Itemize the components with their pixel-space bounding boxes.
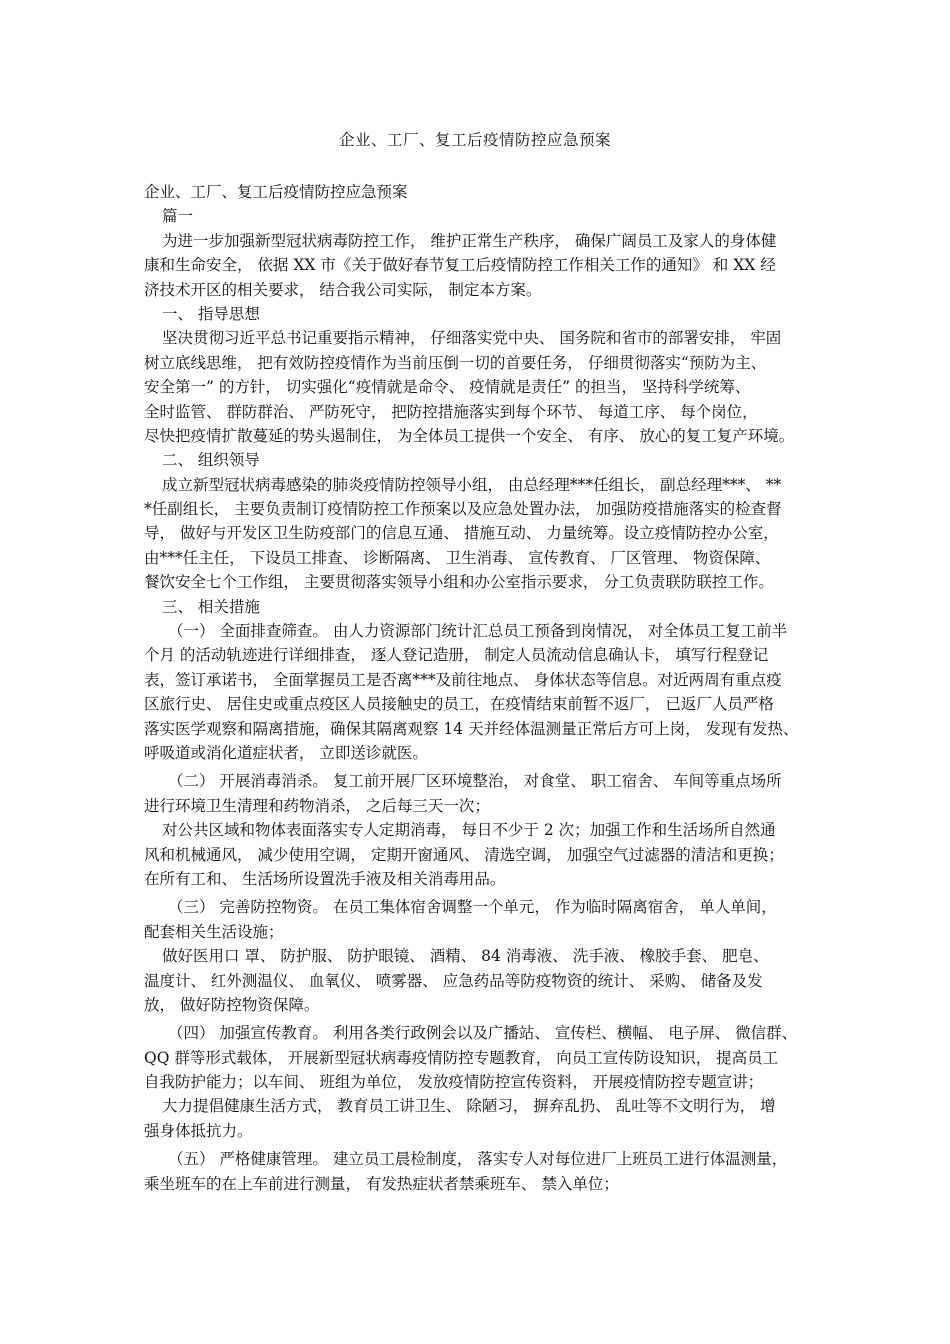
text-line: 全时监管、 群防群治、 严防死守， 把防控措施落实到每个环节、 每道工序、 每个岗位， (144, 402, 758, 421)
text-line: 康和生命安全， 依据 XX 市《关于做好春节复工后疫情防控工作相关工作的通知》 和 XX 经 (144, 256, 776, 275)
text-line: 在所有工和、 生活场所设置洗手液及相关消毒用品。 (144, 869, 506, 888)
text-line: 坚决贯彻习近平总书记重要指示精神， 仔细落实党中央、 国务院和省市的部署安排， 牢固 (162, 329, 782, 348)
document-body (144, 180, 816, 1196)
text-line: （三） 完善防控物资。 在员工集体宿舍调整一个单元， 作为临时隔离宿舍， 单人单间， (168, 898, 777, 917)
text-line: 企业、工厂、复工后疫情防控应急预案 (144, 183, 408, 201)
text-line: QQ 群等形式载体， 开展新型冠状病毒疫情防控专题教育， 向员工宣传防设知识， 提高员工 (144, 1048, 779, 1067)
text-line: 安全第一” 的方针， 切实强化“疫情就是命令、 疫情就是责任” 的担当， 坚持科学统筹、 (144, 378, 751, 397)
text-line: （一） 全面排查筛查。 由人力资源部门统计汇总员工预备到岗情况， 对全体员工复工前半 (168, 622, 788, 641)
text-line: 树立底线思维， 把有效防控疫情作为当前压倒一切的首要任务， 仔细贯彻落实“预防为主、 (144, 353, 767, 372)
text-line: 对公共区域和物体表面落实专人定期消毒， 每日不少于 2 次；加强工作和生活场所自然通 (162, 821, 776, 840)
text-line: 乘坐班车的在上车前进行测量， 有发热症状者禁乘班车、 禁入单位； (144, 1174, 619, 1193)
text-line: 进行环境卫生清理和药物消杀， 之后每三天一次； (144, 796, 490, 815)
text-line: 为进一步加强新型冠状病毒防控工作， 维护正常生产秩序， 确保广阔员工及家人的身体健 (162, 231, 777, 250)
text-line: 由***任主任， 下设员工排查、 诊断隔离、 卫生消毒、 宣传教育、 厂区管理、 物资保障、 (144, 548, 771, 567)
text-line: 济技术开区的相关要求， 结合我公司实际， 制定本方案。 (144, 280, 542, 299)
text-line: 区旅行史、 居住史或重点疫区人员接触史的员工，在疫情结束前暂不返厂， 已返厂人员严格 (144, 695, 774, 714)
text-line: （二） 开展消毒消杀。 复工前开展厂区环境整治， 对食堂、 职工宿舍、 车间等重点场所 (168, 772, 782, 791)
page-title: 企业、工厂、复工后疫情防控应急预案 (338, 131, 611, 149)
text-line: 二、 组织领导 (162, 451, 260, 470)
text-line: 放， 做好防控物资保障。 (144, 995, 320, 1014)
text-line: （五） 严格健康管理。 建立员工晨检制度， 落实专人对每位进厂上班员工进行体温测量， (168, 1150, 788, 1169)
text-line: 大力提倡健康生活方式， 教育员工讲卫生、 除陋习， 摒弃乱扔、 乱吐等不文明行为， 增 (162, 1097, 776, 1116)
text-line: 成立新型冠状病毒感染的肺炎疫情防控领导小组， 由总经理***任组长， 副总经理***、 ** (162, 475, 782, 494)
text-line: 落实医学观察和隔离措施，确保其隔离观察 14 天并经体温测量正常后方可上岗， 发现有发热、 (144, 719, 799, 738)
text-line: *任副组长， 主要负责制订疫情防控工作预案以及应急处置办法， 加强防疫措施落实的检查督 (144, 500, 782, 519)
text-line: 尽快把疫情扩散蔓延的势头遏制住， 为全体员工提供一个安全、 有序、 放心的复工复产环境。 (144, 426, 795, 445)
text-line: 表，签订承诺书， 全面掌握员工是否离***及前往地点、 身体状态等信息。对近两周有重点疫 (144, 670, 782, 689)
text-line: 强身体抵抗力。 (144, 1121, 253, 1140)
text-line: 自我防护能力；以车间、 班组为单位， 发放疫情防控宣传资料， 开展疫情防控专题宣讲； (144, 1073, 764, 1092)
text-line: 篇一 (162, 207, 194, 226)
text-line: 导， 做好与开发区卫生防疫部门的信息互通、 措施互动、 力量统筹。设立疫情防控办公室， (144, 524, 779, 543)
text-line: 温度计、 红外测温仪、 血氧仪、 喷雾器、 应急药品等防疫物资的统计、 采购、 储备及发 (144, 971, 763, 990)
text-line: 三、 相关措施 (162, 597, 260, 616)
text-line: 呼吸道或消化道症状者， 立即送诊就医。 (144, 743, 428, 762)
text-line: 餐饮安全七个工作组， 主要贯彻落实领导小组和办公室指示要求， 分工负责联防联控工作。 (144, 573, 774, 592)
text-line: 个月 的活动轨迹进行详细排查， 逐人登记造册， 制定人员流动信息确认卡， 填写行程登记 (144, 646, 769, 665)
text-line: 做好医用口 罩、 防护服、 防护眼镜、 酒精、 84 消毒液、 洗手液、 橡胶手套、 肥皂、 (162, 947, 769, 966)
text-line: 风和机械通风， 减少使用空调， 定期开窗通风、 清选空调， 加强空气过滤器的清洁和更换； (144, 845, 784, 864)
text-line: （四） 加强宣传教育。 利用各类行政例会以及广播站、 宣传栏、横幅、 电子屏、 微信群、 (168, 1024, 798, 1043)
text-line: 一、 指导思想 (162, 304, 260, 323)
text-line: 配套相关生活设施； (144, 922, 284, 941)
